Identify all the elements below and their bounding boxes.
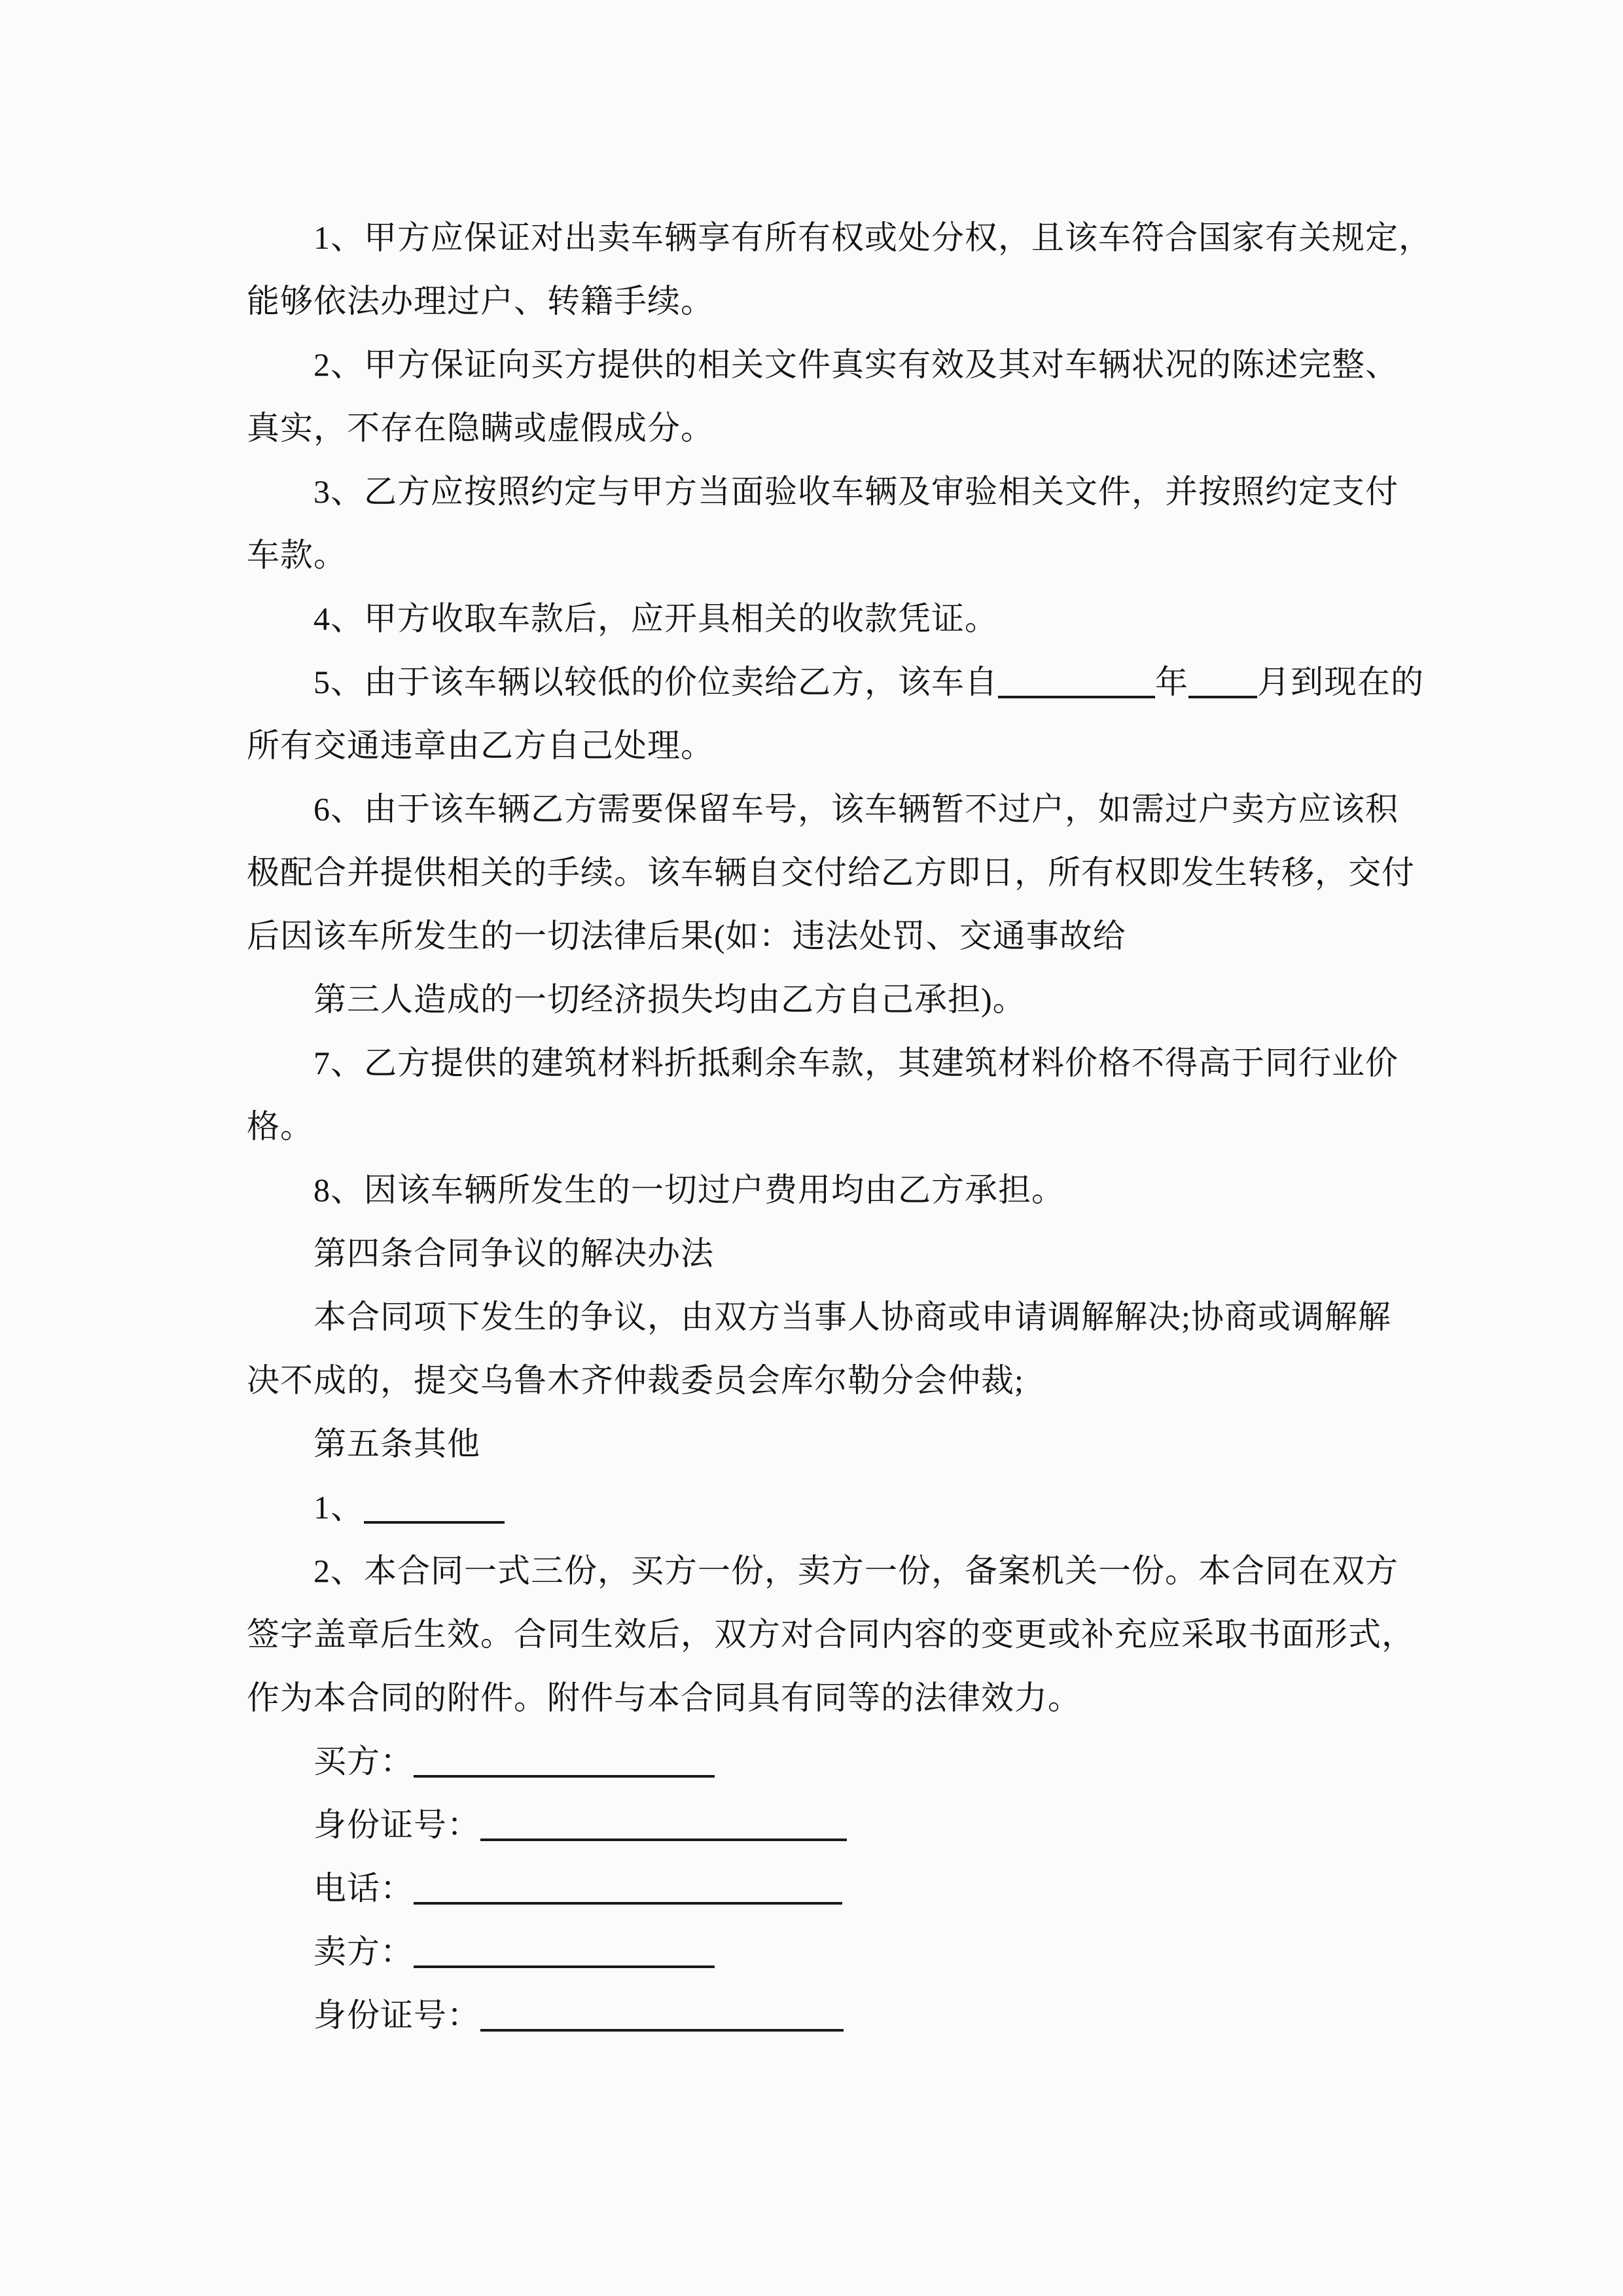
contract-line (247, 714, 1425, 778)
contract-line (247, 1031, 1425, 1095)
line-text: 后因该车所发生的一切法律后果(如：违法处罚、交通事故给 (247, 918, 1126, 954)
line-text: 2、甲方保证向买方提供的相关文件真实有效及其对车辆状况的陈述完整、 (313, 346, 1399, 383)
contract-line (247, 1412, 1425, 1476)
contract-line (247, 905, 1425, 968)
line-text: 真实，不存在隐瞒或虚假成分。 (247, 410, 714, 446)
contract-line (247, 1920, 1425, 1984)
contract-line (247, 1857, 1425, 1920)
contract-line (247, 1158, 1425, 1222)
contract-line (247, 1666, 1425, 1730)
line-text: 身份证号： (313, 1806, 480, 1843)
contract-line (247, 1285, 1425, 1349)
contract-line (247, 206, 1432, 270)
blank-underline (414, 1767, 715, 1778)
line-text: 8、因该车辆所发生的一切过户费用均由乙方承担。 (313, 1172, 1065, 1208)
contract-line (247, 1603, 1425, 1666)
blank-underline (414, 1958, 715, 1968)
line-text: 3、乙方应按照约定与甲方当面验收车辆及审验相关文件，并按照约定支付 (313, 473, 1399, 510)
contract-line (247, 397, 1425, 460)
line-text: 第五条其他 (313, 1426, 480, 1462)
contract-text (247, 206, 1432, 2047)
line-text: 极配合并提供相关的手续。该车辆自交付给乙方即日，所有权即发生转移，交付 (247, 854, 1415, 891)
line-text: 2、本合同一式三份，买方一份，卖方一份，备案机关一份。本合同在双方 (313, 1552, 1399, 1589)
blank-underline (480, 1831, 847, 1841)
line-text: 签字盖章后生效。合同生效后，双方对合同内容的变更或补充应采取书面形式， (247, 1616, 1415, 1653)
line-text: 1、甲方应保证对出卖车辆享有所有权或处分权，且该车符合国家有关规定， (313, 219, 1432, 256)
line-text: 7、乙方提供的建筑材料折抵剩余车款，其建筑材料价格不得高于同行业价 (313, 1045, 1399, 1081)
contract-line (247, 270, 1425, 333)
line-text: 月到现在的 (1257, 664, 1424, 700)
contract-line (247, 333, 1425, 397)
contract-line (247, 778, 1425, 841)
line-text: 买方： (313, 1743, 414, 1780)
contract-line (247, 1539, 1425, 1603)
blank-underline (1188, 688, 1257, 698)
line-text: 作为本合同的附件。附件与本合同具有同等的法律效力。 (247, 1679, 1081, 1716)
contract-line (247, 587, 1425, 651)
contract-line (247, 968, 1425, 1031)
blank-underline (364, 1513, 505, 1524)
contract-line (247, 1095, 1425, 1158)
line-text: 6、由于该车辆乙方需要保留车号，该车辆暂不过户，如需过户卖方应该积 (313, 791, 1399, 827)
line-text: 第四条合同争议的解决办法 (313, 1235, 714, 1272)
contract-line (247, 1984, 1425, 2047)
line-text: 能够依法办理过户、转籍手续。 (247, 283, 714, 319)
blank-underline (480, 2021, 844, 2032)
line-text: 决不成的，提交乌鲁木齐仲裁委员会库尔勒分会仲裁; (247, 1362, 1024, 1399)
line-text: 1、 (313, 1489, 364, 1526)
line-text: 第三人造成的一切经济损失均由乙方自己承担)。 (313, 981, 1026, 1018)
line-text: 卖方： (313, 1933, 414, 1970)
contract-line (247, 841, 1425, 905)
line-text: 年 (1155, 664, 1188, 700)
line-text: 电话： (313, 1870, 414, 1907)
contract-line (247, 1730, 1425, 1793)
line-text: 本合同项下发生的争议，由双方当事人协商或申请调解解决;协商或调解解 (313, 1299, 1391, 1335)
contract-line (247, 1222, 1425, 1285)
contract-line (247, 460, 1425, 524)
contract-line (247, 651, 1425, 714)
blank-underline (414, 1894, 842, 1905)
line-text: 车款。 (247, 537, 347, 573)
contract-line (247, 1349, 1425, 1412)
line-text: 4、甲方收取车款后，应开具相关的收款凭证。 (313, 600, 998, 637)
contract-line (247, 524, 1425, 587)
contract-line (247, 1793, 1425, 1857)
contract-line (247, 1476, 1425, 1539)
line-text: 身份证号： (313, 1997, 480, 2034)
line-text: 所有交通违章由乙方自己处理。 (247, 727, 714, 764)
blank-underline (998, 688, 1155, 698)
line-text: 5、由于该车辆以较低的价位卖给乙方，该车自 (313, 664, 998, 700)
line-text: 格。 (247, 1108, 313, 1145)
